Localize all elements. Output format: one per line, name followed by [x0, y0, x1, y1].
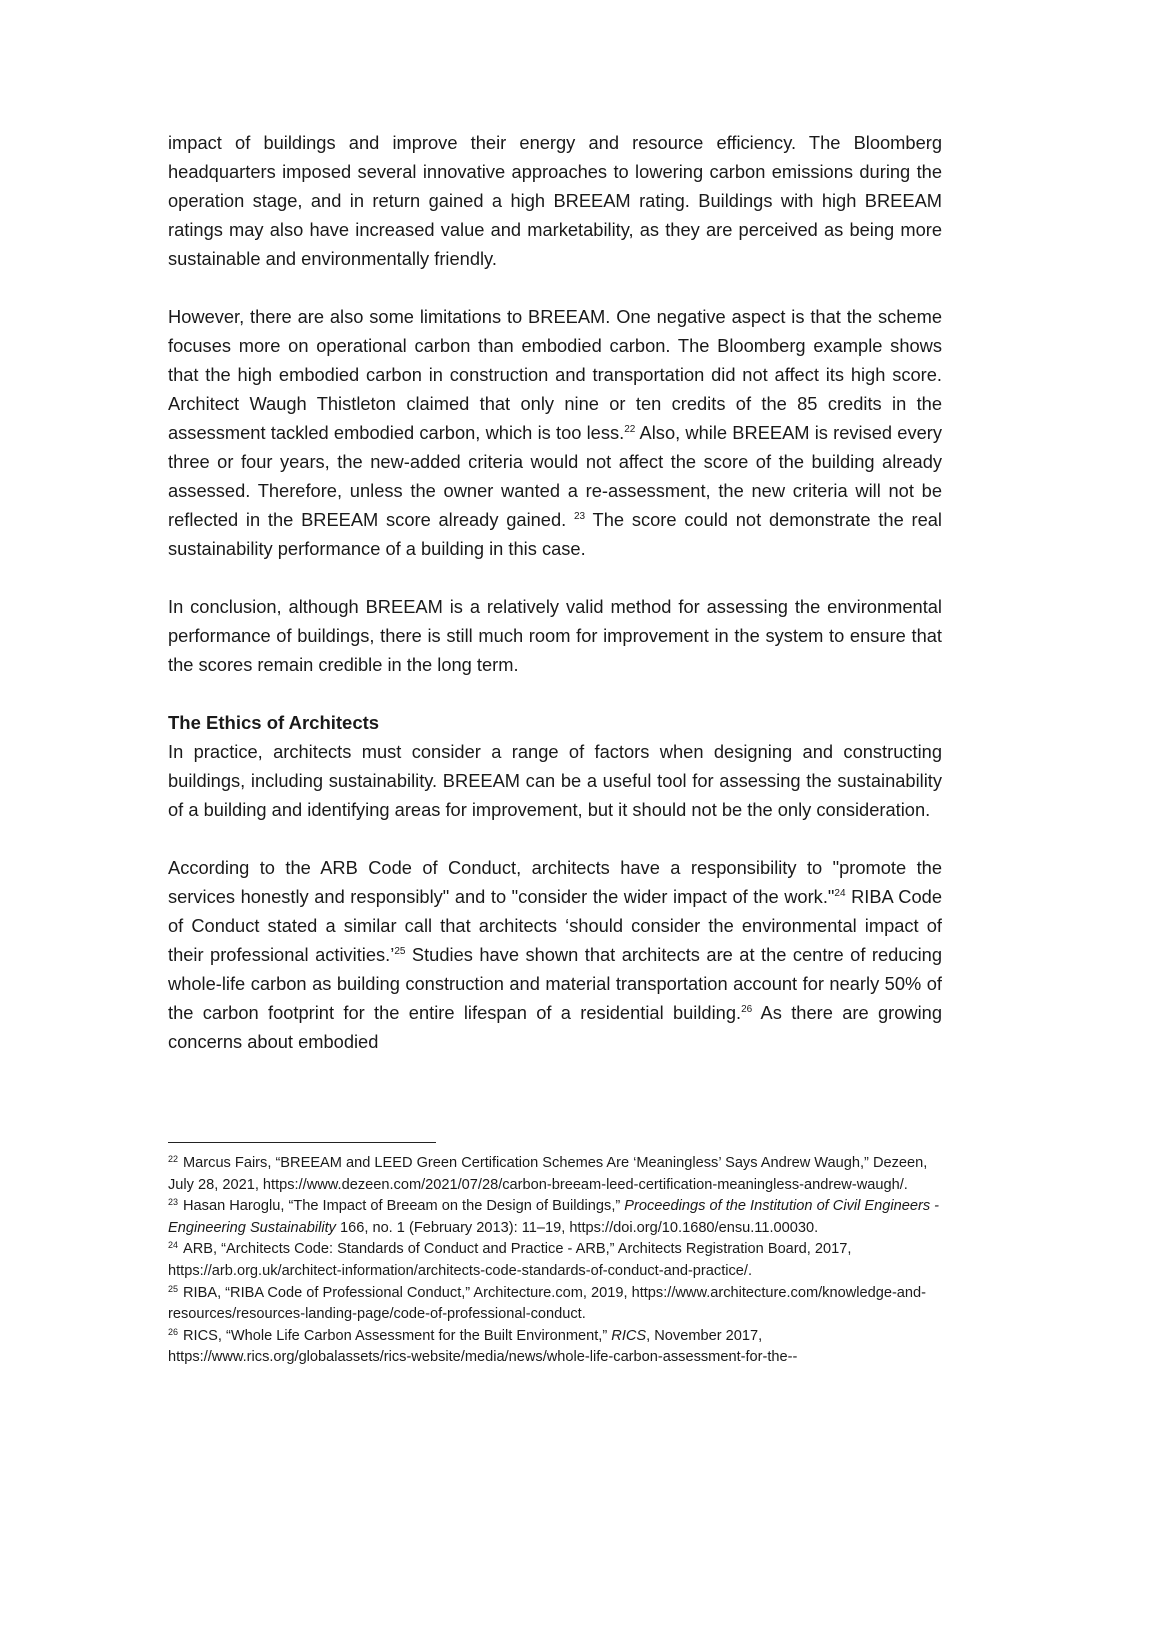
footnote-24	[168, 1239, 948, 1282]
footnote-number: 22	[168, 1154, 179, 1164]
text: However, there are also some limitations to BREEAM. One negative aspect is that the scheme focuses more on operational carbon than embodied carbon. The Bloomberg example shows that the high embodied carbon in construction and transportation did not affect its high score. Architect Waugh Thistleton claimed that only nine or ten credits of the 85 credits in the assessment tackled embodied carbon, which is too less.	[168, 306, 942, 443]
text: The score could not demonstrate the real sustainability performance of a building in this case.	[168, 509, 942, 559]
footnote-text: Hasan Haroglu, “The Impact of Breeam on the Design of Buildings,”	[183, 1198, 625, 1215]
paragraph-breeam-limitations	[168, 302, 942, 563]
document-body	[168, 128, 942, 1085]
footnote-26	[168, 1326, 948, 1369]
footnote-23	[168, 1196, 948, 1239]
footnote-25	[168, 1283, 948, 1326]
footnote-ref-24[interactable]: 24	[834, 888, 846, 899]
footnote-number: 23	[168, 1197, 179, 1208]
paragraph-conclusion: In conclusion, although BREEAM is a relatively valid method for assessing the environmental performance of buildings, there is still much room for improvement in the system to ensure that the scores remain credible in the long term.	[168, 596, 942, 675]
text: Also, while BREEAM is revised every three or four years, the new-added criteria would not affect the score of the building already assessed. Therefore, unless the owner wanted a re-assessment, the new criteria will not be reflected in the BREEAM score already gained.	[168, 422, 942, 530]
footnote-text: , November 2017, https://www.rics.org/globalassets/rics-website/media/news/whole-life-carbon-assessment-for-the--	[168, 1327, 798, 1366]
paragraph-practice: In practice, architects must consider a range of factors when designing and constructing buildings, including sustainability. BREEAM can be a useful tool for assessing the sustainability of a building and identifying areas for improvement, but it should not be the only consideration.	[168, 741, 942, 820]
footnote-ref-25[interactable]: 25	[394, 946, 406, 957]
footnote-journal: Proceedings of the Institution of Civil Engineers - Engineering Sustainability	[168, 1198, 940, 1236]
footnote-text: Marcus Fairs, “BREEAM and LEED Green Certification Schemes Are ‘Meaningless’ Says Andrew Waugh,” Dezeen, July 28, 2021, https://www.dezeen.com/2021/07/28/carbon-breeam-leed-certification-meaningless-andrew-waugh/.	[168, 1155, 928, 1193]
footnote-text: RIBA, “RIBA Code of Professional Conduct,” Architecture.com, 2019, https://www.architecture.com/knowledge-and-resources/resources-landing-page/code-of-professional-conduct.	[168, 1284, 927, 1323]
paragraph-codes-of-conduct	[168, 853, 942, 1056]
footnote-text: 166, no. 1 (February 2013): 11–19, https://doi.org/10.1680/ensu.11.00030.	[335, 1219, 819, 1236]
text: As there are growing concerns about embodied	[168, 1002, 942, 1052]
text: Studies have shown that architects are at the centre of reducing whole-life carbon as building construction and material transportation account for nearly 50% of the carbon footprint for the entire lifespan of a residential building.	[168, 944, 942, 1023]
text: RIBA Code of Conduct stated a similar call that architects ‘should consider the environmental impact of their professional activities.’	[168, 886, 942, 965]
footnote-ref-22[interactable]: 22	[624, 424, 636, 435]
footnote-divider	[168, 1142, 436, 1143]
footnote-number: 25	[168, 1283, 179, 1294]
footnote-ref-23[interactable]: 23	[573, 511, 586, 522]
footnote-publisher: RICS	[611, 1327, 647, 1344]
text: According to the ARB Code of Conduct, architects have a responsibility to "promote the services honestly and responsibly" and to "consider the wider impact of the work."	[168, 857, 942, 907]
footnote-text: RICS, “Whole Life Carbon Assessment for the Built Environment,”	[183, 1327, 612, 1344]
footnote-ref-26[interactable]: 26	[741, 1004, 753, 1015]
footnote-22	[168, 1153, 948, 1196]
paragraph-breeam-benefits: impact of buildings and improve their energy and resource efficiency. The Bloomberg headquarters imposed several innovative approaches to lowering carbon emissions during the operation stage, and in return gained a high BREEAM rating. Buildings with high BREEAM ratings may also have increased value and marketability, as they are perceived as being more sustainable and environmentally friendly.	[168, 132, 942, 269]
footnote-number: 24	[168, 1240, 179, 1251]
footnote-number: 26	[168, 1326, 179, 1337]
section-heading: The Ethics of Architects	[168, 712, 380, 733]
footnote-text: ARB, “Architects Code: Standards of Conduct and Practice - ARB,” Architects Registration Board, 2017, https://arb.org.uk/architect-information/architects-code-standards-of-conduct-and-practice/.	[168, 1241, 852, 1279]
footnotes	[168, 1153, 948, 1369]
